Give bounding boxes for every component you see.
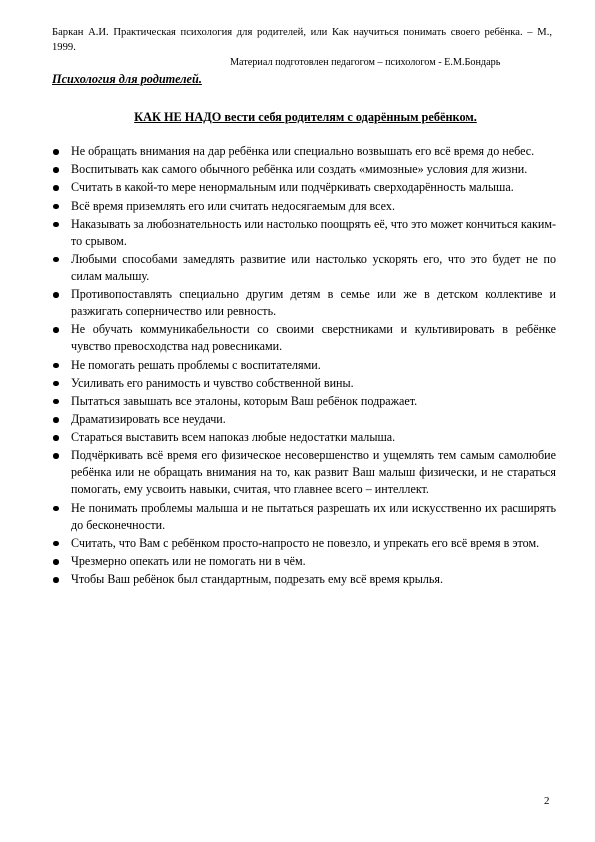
list-item (52, 535, 556, 552)
bullet-icon (53, 453, 59, 459)
list-item-text: Наказывать за любознательность или настолько поощрять её, что это может кончиться каким-то срывом. (71, 216, 556, 248)
bullet-icon (53, 506, 59, 512)
list-item-text: Считать в какой-то мере ненормальным или подчёркивать сверходарённость малыша. (71, 180, 514, 195)
bullet-icon (53, 559, 59, 565)
list-item-text: Любыми способами замедлять развитие или настолько ускорять его, что это будет не по силам малышу. (71, 251, 556, 283)
list-item (52, 357, 556, 374)
list-item-text: Не обучать коммуникабельности со своими сверстниками и культивировать в ребёнке чувство превосходства над ровесниками. (71, 322, 556, 354)
list-item (52, 286, 556, 320)
source-citation: Баркан А.И. Практическая психология для родителей, или Как научиться понимать своего ребёнка. – М., 1999. (52, 27, 552, 53)
bullet-icon (53, 381, 59, 387)
list-item (52, 429, 556, 446)
list-item-text: Драматизировать все неудачи. (71, 412, 226, 427)
list-item-text: Чтобы Ваш ребёнок был стандартным, подрезать ему всё время крылья. (71, 572, 444, 587)
list-item (52, 216, 556, 250)
list-item-text: Не обращать внимания на дар ребёнка или специально возвышать его всё время до небес. (71, 144, 535, 158)
bullet-icon (53, 292, 59, 298)
list-item-text: Стараться выставить всем напоказ любые недостатки малыша. (71, 430, 396, 445)
page-number: 2 (544, 795, 550, 807)
bullet-icon (53, 222, 59, 228)
list-item (52, 447, 556, 498)
list-item-text: Не помогать решать проблемы с воспитателями. (71, 357, 321, 372)
list-item (52, 393, 556, 410)
bullet-icon (53, 541, 59, 547)
list-item-text: Чрезмерно опекать или не помогать ни в чём. (71, 554, 306, 568)
list-item (52, 198, 556, 215)
bullet-icon (53, 417, 59, 423)
bullet-icon (53, 167, 59, 173)
list-item-text: Противопоставлять специально другим детям в семье или же в детском коллективе и разжигать соперничество или ревность. (71, 287, 556, 319)
list-item (52, 143, 556, 160)
bullet-icon (53, 363, 59, 369)
list-item (52, 411, 556, 428)
list-item-text: Усиливать его ранимость и чувство собственной вины. (71, 375, 354, 390)
list-item (52, 179, 556, 196)
list-item-text: Подчёркивать всё время его физическое несовершенство и ущемлять тем самым самолюбие ребёнка или не обращать внимания на то, как развит Ваш малыш физически, и не стараться помогать, ему усвоить навыки, считая, что главнее всего – интеллект. (71, 448, 556, 497)
list-item (52, 553, 556, 570)
list-item-text: Не понимать проблемы малыша и не пытаться разрешать их или искусственно их расширять до бесконечности. (71, 500, 556, 532)
bullet-icon (53, 257, 59, 263)
prepared-by-note: Материал подготовлен педагогом – психологом - Е.М.Бондарь (230, 57, 501, 68)
list-item (52, 161, 556, 178)
list-item-text: Всё время приземлять его или считать недосягаемым для всех. (71, 198, 395, 213)
bullet-icon (53, 204, 59, 210)
list-item (52, 375, 556, 392)
bullet-icon (53, 435, 59, 441)
list-item-text: Считать, что Вам с ребёнком просто-напросто не повезло, и упрекать его всё время в этом. (71, 535, 540, 550)
bullet-icon (53, 149, 59, 155)
list-item-text: Воспитывать как самого обычного ребёнка или создать «мимозные» условия для жизни. (71, 162, 528, 177)
bullet-icon (53, 327, 59, 333)
advice-list (52, 143, 556, 589)
list-item (52, 500, 556, 534)
section-title: Психология для родителей. (52, 72, 202, 86)
bullet-icon (53, 577, 59, 583)
list-item (52, 571, 556, 588)
bullet-icon (53, 399, 59, 405)
main-title: КАК НЕ НАДО вести себя родителям с одарённым ребёнком. (134, 110, 477, 124)
list-item-text: Пытаться завышать все эталоны, которым Ваш ребёнок подражает. (71, 393, 418, 408)
list-item (52, 251, 556, 285)
bullet-icon (53, 185, 59, 191)
list-item (52, 321, 556, 355)
